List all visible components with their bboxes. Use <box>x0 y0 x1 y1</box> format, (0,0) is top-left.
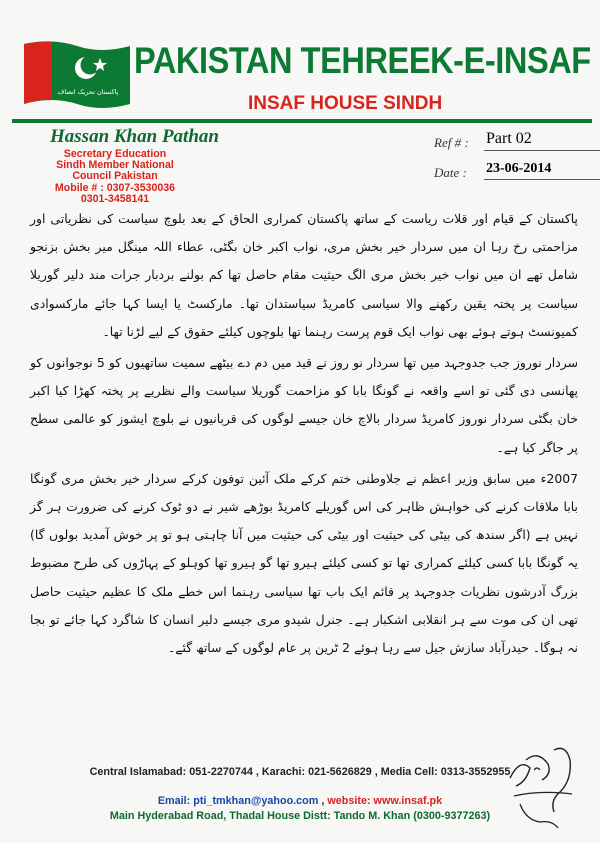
flag-caption: پاکستان تحریک انصاف <box>57 88 119 96</box>
pti-flag-logo <box>22 38 132 116</box>
reference-label: Ref # : <box>434 135 469 150</box>
reference-field <box>434 130 532 152</box>
footer-online: Email: pti_tmkhan@yahoo.com , website: www.insaf.pk <box>157 795 443 807</box>
sender-line: 0301-3458141 <box>80 192 150 205</box>
footer-email[interactable]: Email: pti_tmkhan@yahoo.com <box>157 795 319 807</box>
sender-details <box>50 149 180 205</box>
sender-line: Mobile # : 0307-3530036 <box>54 181 176 194</box>
body-paragraph: سردار نوروز جب جدوجہد میں تھا سردار نو روز نے قید میں دم دے بیٹھے سمیت ساتھیوں کو 5 نوجوانوں کو پھانسی دی گئی تو اسے واقعہ نے گونگا بابا کو مزاحمت گوریلا سیاست والے نظریے پر پختہ کھڑا کیا اکبر خان بگٹی سردار نوروز کامریڈ سردار بالاچ خان جیسے لوگوں کی قربانیوں نے بلوچ ایشوز کو عالمی سطح پر جاگر کیا ہے۔ <box>30 355 578 455</box>
footer-contacts: Central Islamabad: 051-2270744 , Karachi: 021-5626829 , Media Cell: 0313-3552955 <box>89 766 511 778</box>
sender-line: Secretary Education <box>63 148 167 160</box>
date-value: 23-06-2014 <box>486 161 552 176</box>
date-label: Date : <box>434 165 467 180</box>
header-divider <box>12 119 592 123</box>
organization-name: PAKISTAN TEHREEK-E-INSAF <box>134 40 591 81</box>
sender-name: Hassan Khan Pathan <box>50 126 219 147</box>
sender-line: Sindh Member National <box>56 159 174 172</box>
body-paragraph: پاکستان کے قیام اور قلات ریاست کے ساتھ پاکستان کمراری الحاق کے بعد بلوچ سیاست کی نظریاتی اور مزاحمتی رخ رہا ان میں سردار خیر بخش مری، نواب اکبر خان بگٹی، عطاء اللہ مینگل میر بخش بزنجو شامل تھے ان میں نواب خیر بخش مری الگ حیثیت مقام حاصل تھا کم بولنے بردبار جرات مند دلیر گوریلا سیاست پر پختہ یقین رکھنے والا سیاسی کامریڈ سیاستدان تھا۔ مارکسٹ یا ایسا کہا جائے مارکسوادی کمیونسٹ ہوتے ہوئے بھی نواب ایک قوم پرست رہنما تھا بلوچوں کیلئے حقوق کے لیے لڑنا تھا۔ <box>30 211 578 339</box>
letter-body <box>30 205 578 665</box>
sender-line: Council Pakistan <box>72 170 158 183</box>
date-underline <box>484 179 600 180</box>
date-field <box>434 161 552 182</box>
reference-underline <box>484 150 600 151</box>
organization-subtitle: INSAF HOUSE SINDH <box>248 93 443 114</box>
footer-website[interactable]: website: www.insaf.pk <box>327 795 443 807</box>
body-paragraph: 2007ء میں سابق وزیر اعظم نے جلاوطنی ختم کرکے ملک آئین توفون کرکے سردار خیر بخش مری گونگا بابا ملاقات کرنے کی خواہش ظاہر کی اس گوریلے کامریڈ بوڑھے شیر نے دو ٹوک کرنے کی ضرورت ہر گز نہیں ہے (اگر سندھ کی بیٹی کی حیثیت اور بیٹی کی حیثیت میں آنا چاہتی ہو تو پر خوش آمدید بولوں گا) یہ گونگا بابا کسی کیلئے کمراری تھا تو کسی کیلئے ہیرو تھا گو ہیرو تھا کوہلو کے پہاڑوں کی طرح مضبوط بزرگ آدرشوں نظریات جدوجہد پر قائم ایک باب تھا سیاسی رہنما اس خطے ملک کا عظیم حیثیت حاصل تھی ان کی موت سے ہر انقلابی اشکبار ہے۔ جنرل شیدو مری جیسے دلیر انسان کا شاگرد کہا جائے تو بجا نہ ہوگا۔ حیدرآباد سازش جیل سے رہا ہوئے 2 ٹرین پر عام لوگوں کے ساتھ گئے۔ <box>30 470 578 656</box>
reference-value: Part 02 <box>486 130 532 147</box>
footer-address: Main Hyderabad Road, Thadal House Distt: Tando M. Khan (0300-9377263) <box>109 810 491 822</box>
